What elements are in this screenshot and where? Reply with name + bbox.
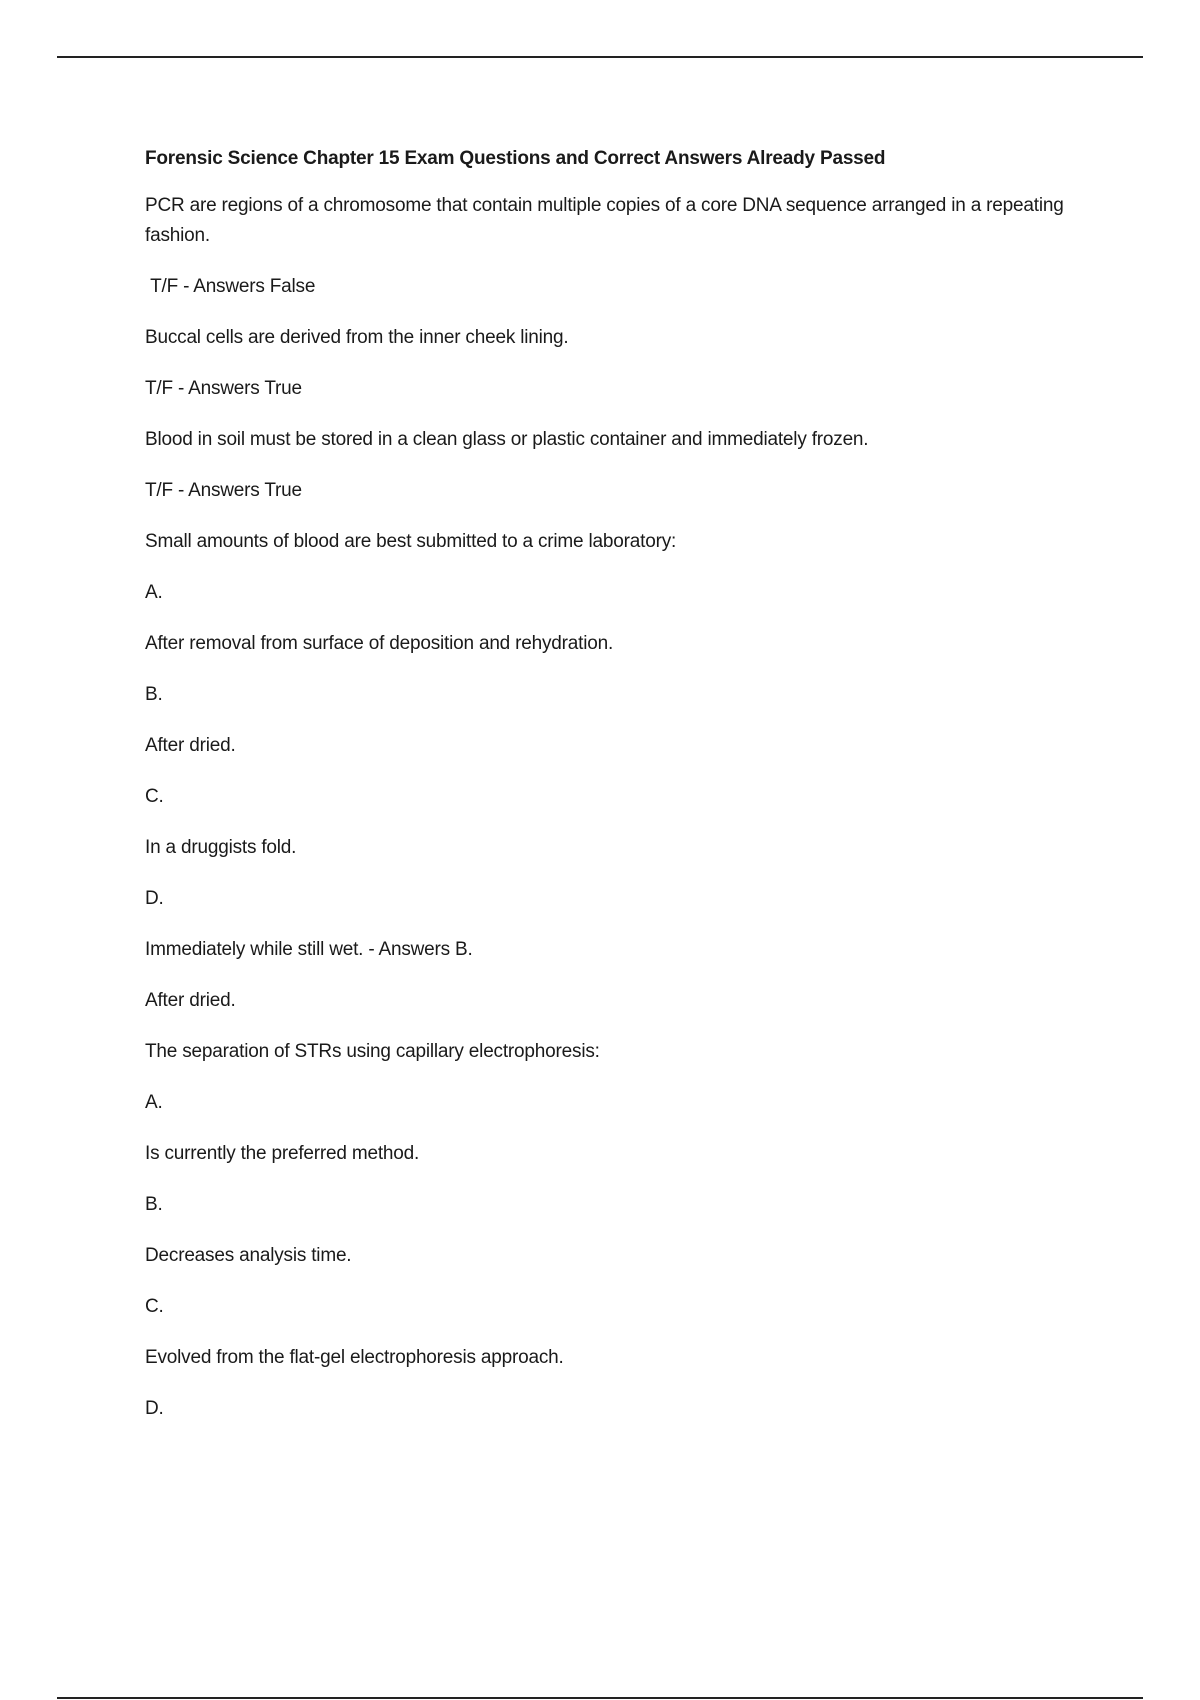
answer-text: T/F - Answers True — [145, 378, 302, 399]
answer-text: After dried. — [145, 990, 236, 1011]
option-letter: C. — [145, 1296, 164, 1317]
option-text: Evolved from the flat-gel electrophoresis approach. — [145, 1347, 564, 1368]
option-letter: A. — [145, 582, 163, 603]
answer-text: T/F - Answers True — [145, 480, 302, 501]
option-text: In a druggists fold. — [145, 837, 297, 858]
question-text: The separation of STRs using capillary electrophoresis: — [145, 1041, 600, 1062]
option-letter: A. — [145, 1092, 163, 1113]
question-text: PCR are regions of a chromosome that contain multiple copies of a core DNA sequence arranged in a repeating fashion. — [145, 195, 1069, 246]
answer-text: T/F - Answers False — [145, 276, 316, 297]
option-letter: C. — [145, 786, 164, 807]
question-text: Small amounts of blood are best submitted to a crime laboratory: — [145, 531, 677, 552]
option-text: After removal from surface of deposition and rehydration. — [145, 633, 614, 654]
option-text: Is currently the preferred method. — [145, 1143, 420, 1164]
option-text: Immediately while still wet. - Answers B. — [145, 939, 473, 960]
option-letter: D. — [145, 888, 164, 909]
question-text: Blood in soil must be stored in a clean glass or plastic container and immediately frozen. — [145, 429, 869, 450]
option-letter: B. — [145, 1194, 163, 1215]
footer-rule — [57, 1697, 1143, 1699]
question-text: Buccal cells are derived from the inner cheek lining. — [145, 327, 569, 348]
document-body — [145, 145, 1069, 1445]
document-title: Forensic Science Chapter 15 Exam Questions and Correct Answers Already Passed — [145, 148, 886, 169]
option-text: After dried. — [145, 735, 236, 756]
option-letter: D. — [145, 1398, 164, 1419]
option-letter: B. — [145, 684, 163, 705]
option-text: Decreases analysis time. — [145, 1245, 352, 1266]
header-rule — [57, 56, 1143, 58]
